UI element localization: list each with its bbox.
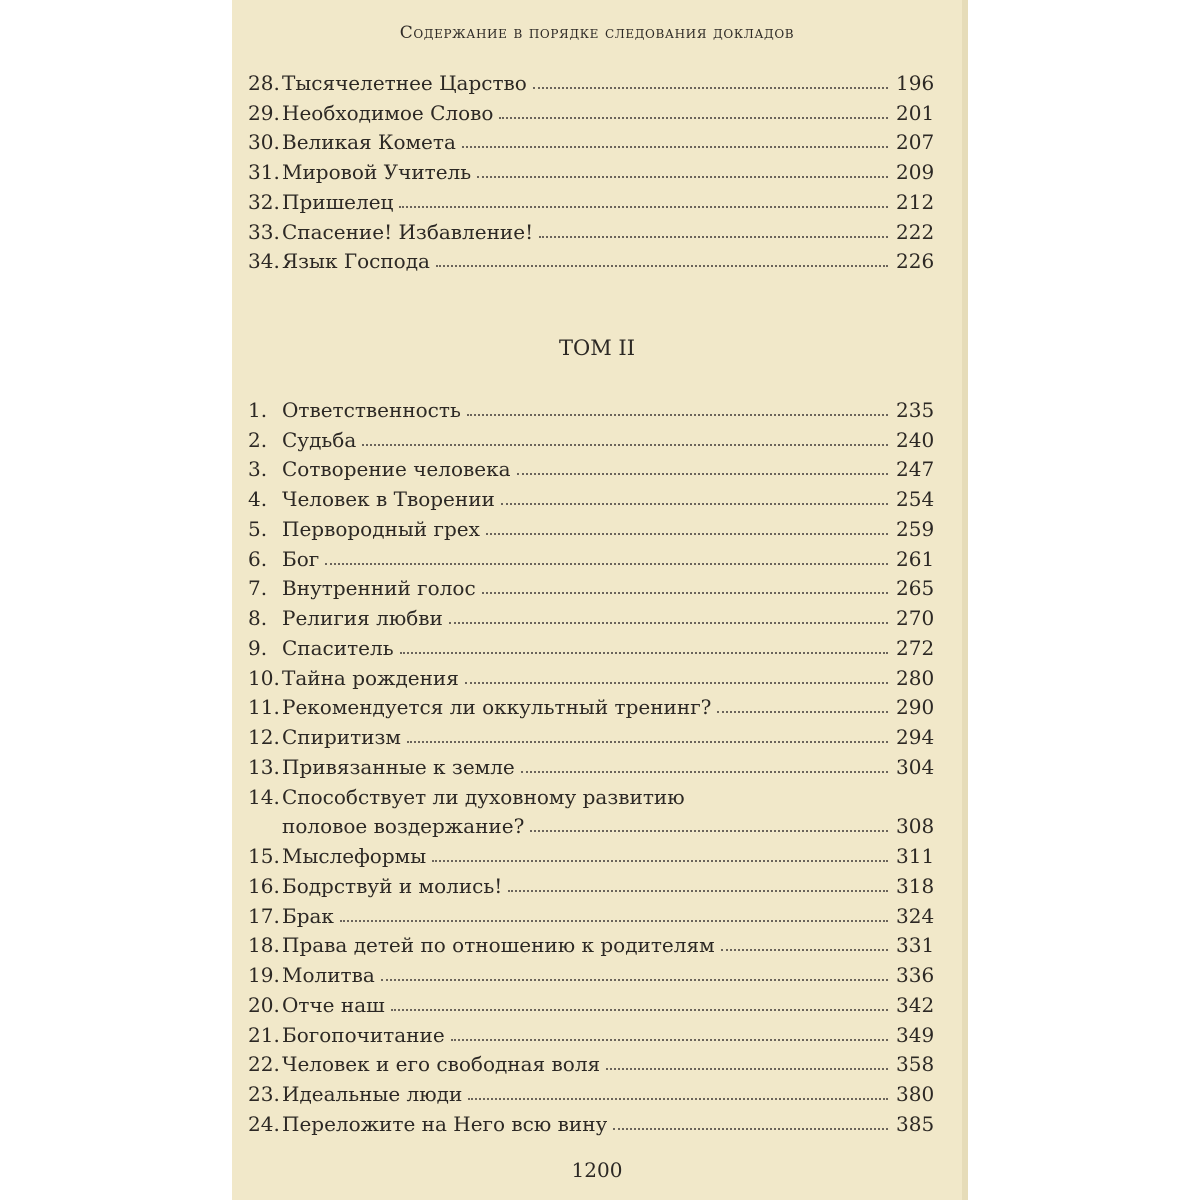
dot-leader — [508, 890, 888, 892]
toc-entry — [248, 511, 935, 541]
entry-number: 14. — [248, 784, 280, 809]
entry-page-number: 358 — [896, 1052, 935, 1077]
dot-leader — [467, 414, 888, 416]
entry-number: 34. — [248, 249, 280, 274]
toc-entry — [248, 600, 935, 630]
entry-title: Человек в Творении — [282, 487, 495, 511]
dot-leader — [391, 1009, 888, 1011]
entry-page-number: 380 — [896, 1082, 935, 1106]
dot-leader — [717, 711, 888, 713]
entry-number: 30. — [248, 130, 280, 155]
dot-leader — [499, 117, 888, 119]
entry-title: Язык Господа — [282, 249, 430, 274]
entry-page-number: 207 — [896, 130, 935, 155]
entry-title: Спиритизм — [282, 725, 401, 749]
entry-page-number: 235 — [896, 397, 935, 422]
dot-leader — [501, 503, 888, 505]
dot-leader — [465, 682, 888, 684]
entry-title: Религия любви — [282, 606, 443, 630]
toc-entry — [248, 452, 935, 482]
dot-leader — [539, 236, 888, 238]
entry-number: 29. — [248, 100, 280, 125]
dot-leader — [468, 1098, 888, 1100]
entry-page-number: 324 — [896, 903, 935, 928]
entry-number: 11. — [248, 695, 280, 720]
toc-list-volume-2 — [248, 392, 935, 1136]
entry-number: 6. — [248, 546, 268, 571]
entry-number: 1. — [248, 397, 268, 422]
entry-title: Спасение! Избавление! — [282, 219, 534, 244]
entry-title: Рекомендуется ли оккультный тренинг? — [282, 695, 712, 720]
toc-entry — [248, 244, 935, 274]
entry-number: 31. — [248, 160, 280, 184]
toc-entry — [248, 95, 935, 125]
entry-page-number: 196 — [896, 70, 935, 95]
entry-page-number: 304 — [896, 754, 935, 779]
dot-leader — [340, 920, 888, 922]
entry-number: 15. — [248, 844, 280, 868]
entry-title: Идеальные люди — [282, 1082, 463, 1106]
dot-leader — [486, 533, 888, 535]
dot-leader — [381, 979, 888, 981]
dot-leader — [477, 176, 888, 178]
entry-number: 8. — [248, 606, 268, 630]
entry-number: 5. — [248, 516, 268, 541]
entry-page-number: 222 — [896, 219, 935, 244]
toc-entry — [248, 749, 935, 779]
entry-number: 21. — [248, 1022, 280, 1047]
toc-entry — [248, 719, 935, 749]
toc-entry — [248, 690, 935, 720]
entry-title: Сотворение человека — [282, 457, 511, 482]
entry-title: Богопочитание — [282, 1022, 445, 1047]
entry-title: Мировой Учитель — [282, 160, 472, 184]
entry-title: Тайна рождения — [282, 665, 459, 690]
toc-entry — [248, 422, 935, 452]
dot-leader — [530, 830, 888, 832]
entry-page-number: 280 — [896, 665, 935, 690]
entry-title: Бог — [282, 546, 320, 571]
entry-title: Права детей по отношению к родителям — [282, 933, 715, 958]
entry-title: Человек и его свободная воля — [282, 1052, 601, 1077]
toc-entry — [248, 154, 935, 184]
entry-title: Внутренний голос — [282, 576, 476, 601]
toc-entry — [248, 125, 935, 155]
entry-page-number: 270 — [896, 606, 935, 630]
entry-page-number: 349 — [896, 1022, 935, 1047]
book-page — [232, 0, 968, 1200]
toc-entry — [248, 1017, 935, 1047]
entry-number: 32. — [248, 189, 280, 214]
entry-page-number: 265 — [896, 576, 935, 601]
toc-entry — [248, 1047, 935, 1077]
entry-number: 7. — [248, 576, 268, 601]
entry-title: Тысячелетнее Царство — [282, 70, 527, 95]
toc-entry — [248, 392, 935, 422]
entry-page-number: 311 — [896, 844, 935, 868]
volume-heading: ТОМ II — [559, 336, 635, 360]
entry-number: 9. — [248, 635, 268, 660]
toc-entry — [248, 65, 935, 95]
entry-page-number: 254 — [896, 487, 935, 511]
toc-entry — [248, 630, 935, 660]
entry-number: 19. — [248, 963, 280, 987]
dot-leader — [362, 444, 888, 446]
page-number: 1200 — [571, 1158, 623, 1182]
entry-page-number: 336 — [896, 963, 935, 987]
entry-number: 16. — [248, 873, 280, 898]
dot-leader — [451, 1039, 888, 1041]
entry-number: 13. — [248, 754, 280, 779]
entry-page-number: 331 — [896, 933, 935, 958]
dot-leader — [407, 741, 888, 743]
entry-page-number: 308 — [896, 814, 935, 839]
entry-page-number: 342 — [896, 992, 935, 1017]
entry-title: Необходимое Слово — [282, 100, 494, 125]
entry-title: Бодрствуй и молись! — [282, 873, 503, 898]
entry-number: 33. — [248, 219, 280, 244]
entry-number: 4. — [248, 487, 268, 511]
toc-entry — [248, 1076, 935, 1106]
entry-number: 24. — [248, 1111, 280, 1136]
toc-entry — [248, 898, 935, 928]
toc-list-volume-1-end — [248, 65, 935, 274]
entry-title: Переложите на Него всю вину — [282, 1111, 608, 1136]
dot-leader — [721, 949, 888, 951]
entry-number: 28. — [248, 70, 280, 95]
entry-page-number: 209 — [896, 160, 935, 184]
toc-entry — [248, 541, 935, 571]
entry-page-number: 247 — [896, 457, 935, 482]
entry-number: 17. — [248, 903, 280, 928]
dot-leader — [325, 563, 888, 565]
toc-entry — [248, 779, 935, 839]
entry-page-number: 201 — [896, 100, 935, 125]
entry-page-number: 240 — [896, 427, 935, 452]
dot-leader — [436, 265, 888, 267]
entry-number: 20. — [248, 992, 280, 1017]
running-head: Содержание в порядке следования докладов — [399, 23, 795, 43]
entry-number: 3. — [248, 457, 268, 482]
dot-leader — [606, 1068, 888, 1070]
entry-title: Молитва — [282, 963, 375, 987]
entry-number: 12. — [248, 725, 280, 749]
entry-page-number: 294 — [896, 725, 935, 749]
entry-page-number: 259 — [896, 516, 935, 541]
toc-entry — [248, 868, 935, 898]
entry-title: Способствует ли духовному развитию — [282, 784, 685, 809]
entry-number: 18. — [248, 933, 280, 958]
entry-page-number: 385 — [896, 1111, 935, 1136]
dot-leader — [462, 146, 888, 148]
toc-entry — [248, 184, 935, 214]
dot-leader — [482, 592, 888, 594]
dot-leader — [449, 622, 888, 624]
entry-page-number: 290 — [896, 695, 935, 720]
toc-entry — [248, 214, 935, 244]
entry-title: Мыслеформы — [282, 844, 427, 868]
entry-title: Великая Комета — [282, 130, 456, 155]
toc-entry — [248, 957, 935, 987]
entry-page-number: 212 — [896, 189, 935, 214]
entry-page-number: 318 — [896, 873, 935, 898]
toc-entry — [248, 1106, 935, 1136]
entry-number: 22. — [248, 1052, 280, 1077]
toc-entry — [248, 571, 935, 601]
entry-number: 10. — [248, 665, 280, 690]
dot-leader — [517, 473, 888, 475]
entry-title: Спаситель — [282, 635, 394, 660]
dot-leader — [400, 652, 888, 654]
entry-page-number: 226 — [896, 249, 935, 274]
entry-title: Судьба — [282, 427, 357, 452]
entry-page-number: 261 — [896, 546, 935, 571]
toc-entry — [248, 987, 935, 1017]
entry-title: Привязанные к земле — [282, 754, 515, 779]
entry-title: Пришелец — [282, 189, 394, 214]
entry-number: 23. — [248, 1082, 280, 1106]
dot-leader — [399, 206, 888, 208]
entry-page-number: 272 — [896, 635, 935, 660]
toc-entry — [248, 660, 935, 690]
toc-entry — [248, 481, 935, 511]
dot-leader — [533, 87, 888, 89]
entry-title: Первородный грех — [282, 516, 480, 541]
entry-title: Ответственность — [282, 397, 461, 422]
toc-entry — [248, 928, 935, 958]
entry-title: Отче наш — [282, 992, 385, 1017]
dot-leader — [613, 1128, 888, 1130]
entry-title: Брак — [282, 903, 334, 928]
dot-leader — [521, 771, 888, 773]
toc-entry — [248, 838, 935, 868]
entry-title-continued: половое воздержание? — [282, 814, 525, 839]
entry-number: 2. — [248, 427, 268, 452]
dot-leader — [432, 860, 888, 862]
